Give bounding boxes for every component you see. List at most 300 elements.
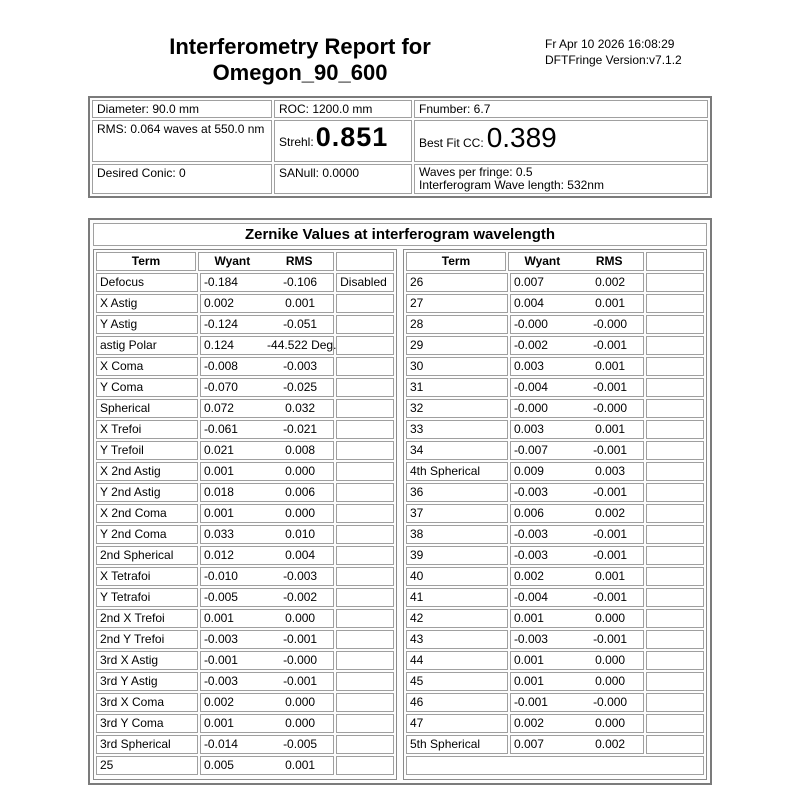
zernike-term-cell: 33: [406, 420, 508, 439]
zernike-values-cell: [510, 609, 644, 628]
zernike-values-cell: [510, 462, 644, 481]
zernike-row: [96, 672, 394, 691]
zernike-values-cell: [200, 378, 334, 397]
zernike-note-cell: [646, 609, 704, 628]
zernike-values-cell: [200, 756, 334, 775]
zernike-values-cell: [200, 609, 334, 628]
zernike-row: [406, 357, 704, 376]
zernike-note-cell: [646, 441, 704, 460]
zernike-wyant-value: -0.184: [203, 275, 238, 289]
zernike-term-cell: 36: [406, 483, 508, 502]
zernike-term-cell: Spherical: [96, 399, 198, 418]
zernike-row: [96, 714, 394, 733]
zernike-term-cell: 3rd X Astig: [96, 651, 198, 670]
zernike-row: [406, 315, 704, 334]
zernike-values-cell: [200, 504, 334, 523]
zernike-wyant-value: 0.006: [513, 506, 544, 520]
zernike-note-cell: [646, 504, 704, 523]
zernike-rms-value: 0.001: [595, 296, 626, 310]
zernike-rms-value: 0.006: [285, 485, 316, 499]
zernike-wyant-value: -0.002: [513, 338, 548, 352]
zernike-note-cell: [336, 525, 394, 544]
zernike-row: [96, 609, 394, 628]
zernike-term-cell: Y Tetrafoi: [96, 588, 198, 607]
zernike-term-cell: 38: [406, 525, 508, 544]
zernike-wyant-value: -0.001: [513, 695, 548, 709]
zernike-wyant-value: 0.001: [203, 464, 234, 478]
zernike-term-cell: 37: [406, 504, 508, 523]
zernike-wyant-value: -0.014: [203, 737, 238, 751]
strehl-cell: [274, 120, 412, 162]
zernike-wyant-value: 0.005: [203, 758, 234, 772]
zernike-rms-value: -0.001: [593, 443, 628, 457]
best-fit-cc-label: Best Fit CC:: [419, 136, 484, 150]
zernike-row: [406, 462, 704, 481]
zernike-row: [406, 546, 704, 565]
zernike-term-cell: 30: [406, 357, 508, 376]
zernike-note-cell: [336, 756, 394, 775]
zernike-term-cell: 46: [406, 693, 508, 712]
zernike-row: [406, 672, 704, 691]
zernike-wyant-value: 0.003: [513, 359, 544, 373]
zernike-rms-value: 0.000: [285, 716, 316, 730]
zernike-row: [96, 378, 394, 397]
zernike-values-cell: [200, 273, 334, 292]
zernike-rms-value: -0.002: [283, 590, 318, 604]
note-column-header: [646, 252, 704, 271]
report-title-line1: Interferometry Report for: [169, 34, 431, 59]
zernike-values-cell: [510, 525, 644, 544]
zernike-values-cell: [510, 441, 644, 460]
zernike-row: [406, 273, 704, 292]
zernike-note-cell: [646, 693, 704, 712]
zernike-values-cell: [200, 483, 334, 502]
zernike-wyant-value: -0.005: [203, 590, 238, 604]
zernike-wyant-value: 0.001: [513, 611, 544, 625]
sanull-cell: SANull: 0.0000: [274, 164, 412, 194]
zernike-note-cell: [646, 315, 704, 334]
zernike-values-cell: [510, 399, 644, 418]
zernike-note-cell: [336, 378, 394, 397]
zernike-values-cell: [200, 336, 337, 355]
zernike-rms-value: 0.001: [595, 422, 626, 436]
zernike-wyant-value: -0.000: [513, 401, 548, 415]
zernike-rms-value: -0.000: [593, 317, 628, 331]
zernike-wyant-value: -0.061: [203, 422, 238, 436]
zernike-term-cell: X Astig: [96, 294, 198, 313]
waves-per-fringe: Waves per fringe: 0.5: [419, 165, 533, 179]
zernike-values-cell: [510, 672, 644, 691]
zernike-wyant-value: 0.001: [203, 716, 234, 730]
zernike-row: [406, 441, 704, 460]
zernike-wyant-value: 0.001: [513, 674, 544, 688]
zernike-wyant-value: 0.003: [513, 422, 544, 436]
report-title: [90, 34, 510, 86]
zernike-term-cell: 31: [406, 378, 508, 397]
zernike-values-cell: [200, 462, 334, 481]
zernike-note-cell: [646, 735, 704, 754]
zernike-note-cell: [336, 483, 394, 502]
zernike-wyant-value: 0.004: [513, 296, 544, 310]
zernike-term-cell: 44: [406, 651, 508, 670]
zernike-rms-value: -44.522 Deg.: [267, 338, 337, 352]
zernike-rms-value: 0.032: [285, 401, 316, 415]
zernike-wyant-value: 0.001: [203, 506, 234, 520]
zernike-tables: [93, 249, 707, 780]
zernike-wyant-value: -0.007: [513, 443, 548, 457]
zernike-values-cell: [510, 588, 644, 607]
zernike-note-cell: [646, 336, 704, 355]
zernike-note-cell: [646, 378, 704, 397]
zernike-rms-value: -0.001: [593, 590, 628, 604]
zernike-note-cell: [336, 735, 394, 754]
zernike-section: [88, 218, 712, 785]
zernike-wyant-value: -0.001: [203, 653, 238, 667]
zernike-wyant-value: 0.033: [203, 527, 234, 541]
zernike-rms-value: 0.010: [285, 527, 316, 541]
zernike-note-cell: [646, 525, 704, 544]
zernike-wyant-value: 0.021: [203, 443, 234, 457]
zernike-note-cell: [646, 357, 704, 376]
zernike-row: [406, 693, 704, 712]
zernike-rms-value: -0.001: [593, 485, 628, 499]
zernike-wyant-value: -0.124: [203, 317, 238, 331]
zernike-wyant-value: -0.004: [513, 590, 548, 604]
zernike-term-cell: 42: [406, 609, 508, 628]
zernike-note-cell: [646, 420, 704, 439]
zernike-table-left: [93, 249, 397, 780]
zernike-values-cell: [510, 315, 644, 334]
zernike-values-cell: [510, 714, 644, 733]
zernike-wyant-value: 0.002: [513, 716, 544, 730]
zernike-wyant-value: 0.018: [203, 485, 234, 499]
zernike-wyant-value: -0.003: [513, 527, 548, 541]
zernike-values-cell: [510, 357, 644, 376]
zernike-wyant-value: 0.007: [513, 737, 544, 751]
zernike-wyant-value: -0.003: [513, 548, 548, 562]
zernike-row: [96, 336, 394, 355]
zernike-values-cell: [200, 294, 334, 313]
zernike-row: [406, 651, 704, 670]
zernike-row: [406, 609, 704, 628]
zernike-row: [96, 441, 394, 460]
rms-column-header: RMS: [285, 254, 313, 268]
zernike-row: [96, 756, 394, 775]
zernike-rms-value: -0.001: [283, 674, 318, 688]
zernike-wyant-value: 0.001: [513, 653, 544, 667]
zernike-rms-value: 0.000: [285, 695, 316, 709]
zernike-filler-cell: [406, 756, 704, 775]
zernike-term-cell: 3rd Y Coma: [96, 714, 198, 733]
zernike-rms-value: -0.005: [283, 737, 318, 751]
zernike-rms-value: -0.000: [593, 695, 628, 709]
zernike-values-cell: [510, 294, 644, 313]
term-column-header: Term: [406, 252, 506, 271]
zernike-values-cell: [200, 672, 334, 691]
zernike-rms-value: -0.025: [283, 380, 318, 394]
zernike-wyant-value: -0.070: [203, 380, 238, 394]
zernike-term-cell: 4th Spherical: [406, 462, 508, 481]
zernike-row: [96, 399, 394, 418]
zernike-row: [96, 630, 394, 649]
zernike-wyant-value: -0.003: [203, 674, 238, 688]
zernike-rms-value: 0.000: [285, 506, 316, 520]
zernike-rms-value: -0.021: [283, 422, 318, 436]
zernike-note-cell: Disabled: [336, 273, 394, 292]
zernike-values-cell: [200, 630, 334, 649]
zernike-term-cell: 40: [406, 567, 508, 586]
zernike-rms-value: 0.002: [595, 506, 626, 520]
zernike-row: [96, 651, 394, 670]
zernike-note-cell: [336, 567, 394, 586]
zernike-rms-value: 0.002: [595, 275, 626, 289]
zernike-term-cell: 5th Spherical: [406, 735, 508, 754]
zernike-row: [406, 504, 704, 523]
zernike-values-cell: [200, 399, 334, 418]
zernike-values-cell: [200, 651, 334, 670]
roc-cell: ROC: 1200.0 mm: [274, 100, 412, 118]
zernike-rms-value: 0.001: [285, 296, 316, 310]
zernike-values-cell: [510, 693, 644, 712]
zernike-row: [96, 504, 394, 523]
zernike-row: [406, 399, 704, 418]
zernike-rms-value: -0.000: [283, 653, 318, 667]
term-column-header: Term: [96, 252, 196, 271]
zernike-rms-value: -0.001: [593, 632, 628, 646]
zernike-rms-value: -0.001: [593, 548, 628, 562]
zernike-row: [96, 735, 394, 754]
zernike-rms-value: -0.051: [283, 317, 318, 331]
zernike-term-cell: 29: [406, 336, 508, 355]
zernike-rms-value: -0.001: [593, 338, 628, 352]
zernike-row: [406, 714, 704, 733]
zernike-note-cell: [336, 420, 394, 439]
zernike-term-cell: 3rd Spherical: [96, 735, 198, 754]
zernike-filler-row: [406, 756, 704, 775]
zernike-rms-value: 0.002: [595, 737, 626, 751]
zernike-term-cell: X Coma: [96, 357, 198, 376]
zernike-row: [96, 315, 394, 334]
zernike-term-cell: astig Polar: [96, 336, 198, 355]
zernike-row: [406, 525, 704, 544]
zernike-rms-value: -0.106: [283, 275, 318, 289]
wyant-column-header: Wyant: [524, 254, 561, 268]
zernike-values-cell: [200, 357, 334, 376]
zernike-rms-value: 0.000: [595, 611, 626, 625]
zernike-note-cell: [336, 693, 394, 712]
zernike-note-cell: [646, 273, 704, 292]
zernike-rms-value: 0.000: [595, 674, 626, 688]
zernike-wyant-value: -0.003: [203, 632, 238, 646]
fnumber-cell: Fnumber: 6.7: [414, 100, 708, 118]
zernike-note-cell: [336, 651, 394, 670]
zernike-values-cell: [510, 336, 644, 355]
zernike-note-cell: [646, 483, 704, 502]
zernike-note-cell: [646, 672, 704, 691]
rms-cell: RMS: 0.064 waves at 550.0 nm: [92, 120, 272, 162]
strehl-value: 0.851: [315, 122, 389, 152]
zernike-wyant-value: 0.007: [513, 275, 544, 289]
zernike-note-cell: [646, 630, 704, 649]
values-column-header: [508, 252, 644, 271]
best-fit-cc-cell: [414, 120, 708, 162]
zernike-note-cell: [336, 399, 394, 418]
zernike-note-cell: [336, 609, 394, 628]
zernike-values-cell: [200, 567, 334, 586]
zernike-term-cell: Y 2nd Astig: [96, 483, 198, 502]
zernike-values-cell: [200, 420, 334, 439]
zernike-row: [406, 483, 704, 502]
zernike-term-cell: Y Coma: [96, 378, 198, 397]
zernike-term-cell: X Trefoi: [96, 420, 198, 439]
zernike-values-cell: [200, 525, 334, 544]
zernike-values-cell: [510, 567, 644, 586]
zernike-note-cell: [646, 462, 704, 481]
zernike-wyant-value: -0.003: [513, 632, 548, 646]
zernike-term-cell: 25: [96, 756, 198, 775]
zernike-rms-value: 0.001: [285, 758, 316, 772]
zernike-rms-value: -0.001: [283, 632, 318, 646]
zernike-term-cell: Y Trefoil: [96, 441, 198, 460]
zernike-row: [96, 294, 394, 313]
zernike-wyant-value: 0.001: [203, 611, 234, 625]
zernike-rms-value: -0.003: [283, 569, 318, 583]
values-column-header: [198, 252, 334, 271]
zernike-term-cell: X 2nd Coma: [96, 504, 198, 523]
zernike-term-cell: Y Astig: [96, 315, 198, 334]
report-title-line2: Omegon_90_600: [212, 59, 388, 85]
zernike-rms-value: 0.003: [595, 464, 626, 478]
zernike-rms-value: 0.004: [285, 548, 316, 562]
zernike-row: [406, 567, 704, 586]
zernike-wyant-value: -0.010: [203, 569, 238, 583]
zernike-wyant-value: 0.124: [203, 338, 234, 352]
wyant-column-header: Wyant: [214, 254, 251, 268]
zernike-row: [96, 273, 394, 292]
zernike-wyant-value: 0.072: [203, 401, 234, 415]
zernike-values-cell: [200, 693, 334, 712]
zernike-term-cell: 45: [406, 672, 508, 691]
zernike-values-cell: [510, 651, 644, 670]
note-column-header: [336, 252, 394, 271]
zernike-header-row: [406, 252, 704, 271]
zernike-note-cell: [646, 399, 704, 418]
zernike-rms-value: 0.001: [595, 569, 626, 583]
zernike-section-title: Zernike Values at interferogram wavelength: [93, 223, 707, 246]
zernike-row: [406, 336, 704, 355]
zernike-note-cell: [646, 588, 704, 607]
best-fit-cc-value: 0.389: [486, 122, 557, 153]
interferogram-wavelength: Interferogram Wave length: 532nm: [419, 178, 604, 192]
report-meta: [545, 37, 682, 68]
zernike-values-cell: [510, 483, 644, 502]
zernike-row: [406, 378, 704, 397]
zernike-rms-value: -0.003: [283, 359, 318, 373]
zernike-values-cell: [510, 504, 644, 523]
zernike-rms-value: 0.000: [285, 464, 316, 478]
zernike-wyant-value: -0.003: [513, 485, 548, 499]
zernike-values-cell: [510, 273, 644, 292]
diameter-cell: Diameter: 90.0 mm: [92, 100, 272, 118]
zernike-row: [406, 420, 704, 439]
desired-conic-cell: Desired Conic: 0: [92, 164, 272, 194]
zernike-row: [406, 630, 704, 649]
zernike-note-cell: [336, 357, 394, 376]
zernike-header-row: [96, 252, 394, 271]
zernike-values-cell: [510, 735, 644, 754]
zernike-row: [96, 525, 394, 544]
zernike-term-cell: Y 2nd Coma: [96, 525, 198, 544]
zernike-note-cell: [646, 546, 704, 565]
zernike-values-cell: [200, 315, 334, 334]
zernike-rms-value: -0.001: [593, 527, 628, 541]
zernike-wyant-value: -0.004: [513, 380, 548, 394]
zernike-term-cell: 41: [406, 588, 508, 607]
zernike-rms-value: -0.000: [593, 401, 628, 415]
zernike-term-cell: 28: [406, 315, 508, 334]
zernike-note-cell: [336, 294, 394, 313]
zernike-wyant-value: 0.002: [203, 695, 234, 709]
zernike-term-cell: 2nd X Trefoi: [96, 609, 198, 628]
zernike-rms-value: 0.008: [285, 443, 316, 457]
report-timestamp: Fr Apr 10 2026 16:08:29: [545, 37, 675, 51]
zernike-note-cell: [646, 567, 704, 586]
zernike-row: [406, 294, 704, 313]
zernike-term-cell: 43: [406, 630, 508, 649]
zernike-term-cell: 27: [406, 294, 508, 313]
zernike-rms-value: 0.000: [285, 611, 316, 625]
zernike-wyant-value: -0.008: [203, 359, 238, 373]
zernike-note-cell: [646, 651, 704, 670]
zernike-row: [406, 588, 704, 607]
zernike-note-cell: [336, 714, 394, 733]
zernike-term-cell: 34: [406, 441, 508, 460]
zernike-row: [96, 420, 394, 439]
zernike-term-cell: X Tetrafoi: [96, 567, 198, 586]
summary-table: [88, 96, 712, 198]
zernike-row: [96, 693, 394, 712]
zernike-values-cell: [510, 546, 644, 565]
zernike-note-cell: [646, 294, 704, 313]
strehl-label: Strehl:: [279, 135, 314, 149]
zernike-values-cell: [200, 441, 334, 460]
zernike-term-cell: 32: [406, 399, 508, 418]
zernike-note-cell: [336, 588, 394, 607]
zernike-note-cell: [336, 672, 394, 691]
zernike-rms-value: -0.001: [593, 380, 628, 394]
zernike-wyant-value: 0.002: [203, 296, 234, 310]
zernike-rms-value: 0.000: [595, 716, 626, 730]
zernike-term-cell: X 2nd Astig: [96, 462, 198, 481]
zernike-values-cell: [510, 378, 644, 397]
zernike-wyant-value: 0.002: [513, 569, 544, 583]
zernike-values-cell: [200, 735, 334, 754]
zernike-note-cell: [336, 336, 394, 355]
zernike-values-cell: [510, 630, 644, 649]
zernike-note-cell: [336, 504, 394, 523]
zernike-term-cell: 26: [406, 273, 508, 292]
zernike-note-cell: [336, 315, 394, 334]
zernike-row: [96, 546, 394, 565]
zernike-table-right: [403, 249, 707, 780]
zernike-term-cell: 3rd Y Astig: [96, 672, 198, 691]
zernike-note-cell: [336, 546, 394, 565]
zernike-note-cell: [336, 462, 394, 481]
zernike-term-cell: 2nd Spherical: [96, 546, 198, 565]
zernike-term-cell: 2nd Y Trefoi: [96, 630, 198, 649]
zernike-wyant-value: 0.009: [513, 464, 544, 478]
zernike-term-cell: 3rd X Coma: [96, 693, 198, 712]
